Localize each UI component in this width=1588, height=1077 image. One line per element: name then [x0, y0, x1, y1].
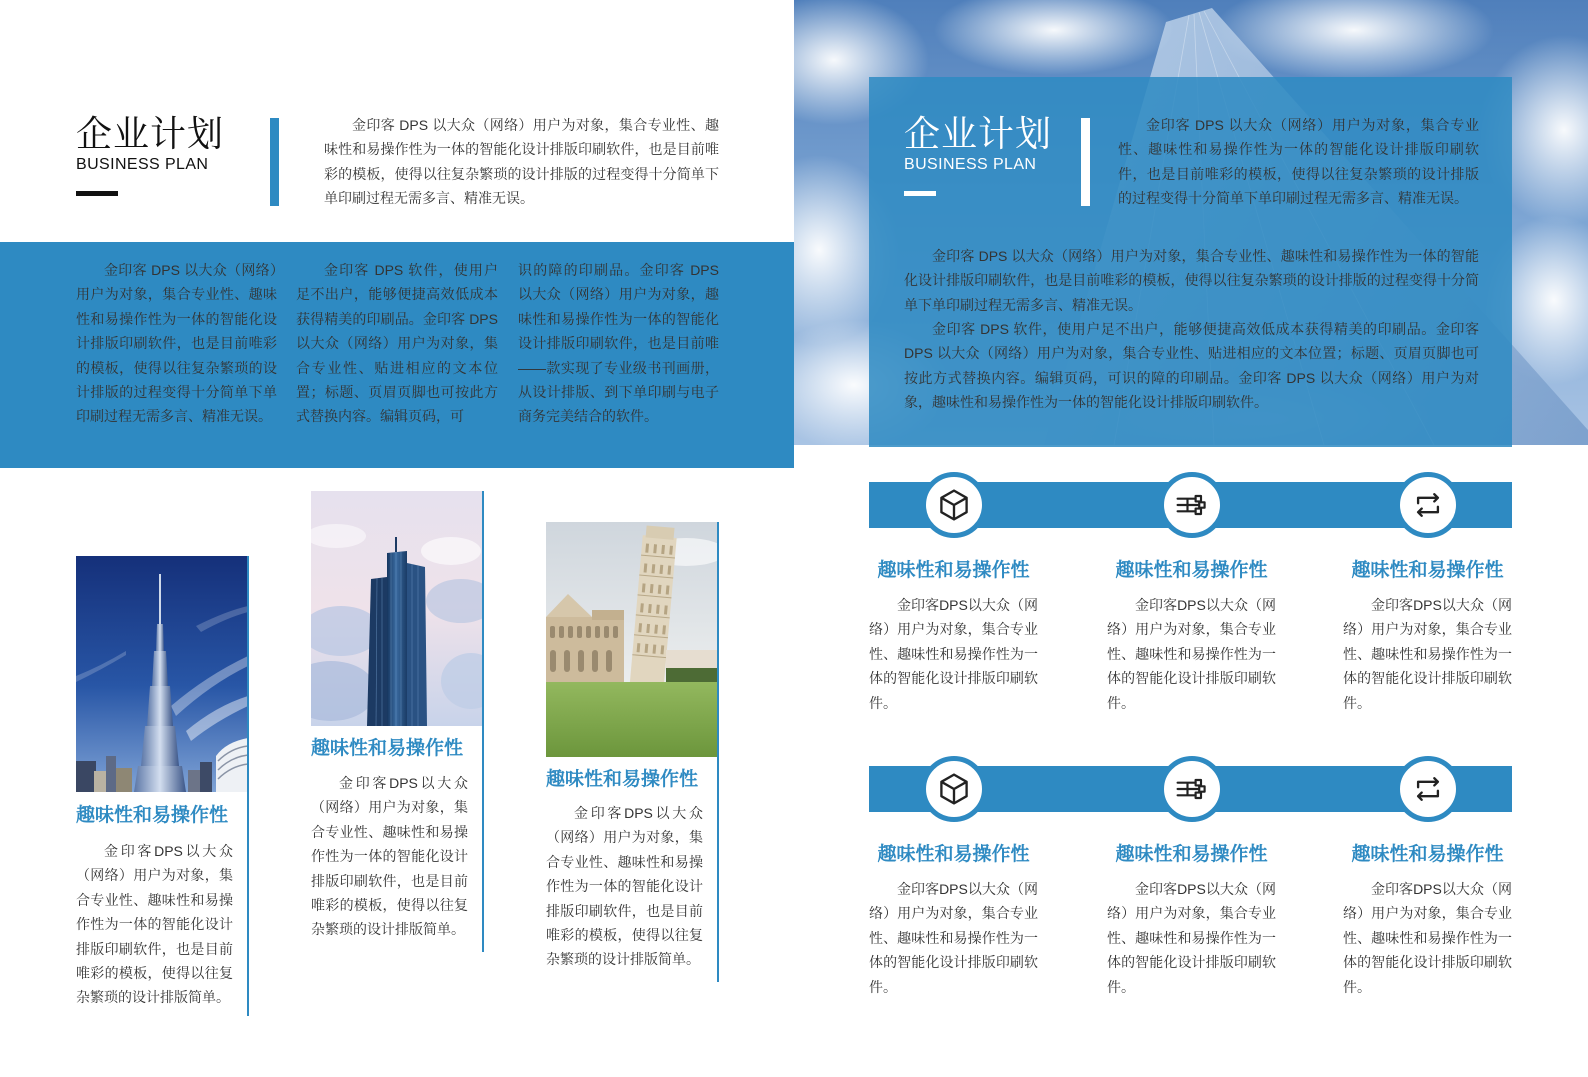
cube-icon [936, 487, 972, 523]
network-icon [1174, 487, 1210, 523]
right-page-subtitle: BUSINESS PLAN [904, 156, 1037, 173]
feature-1-icon-circle [921, 472, 987, 538]
left-header-accent-bar [270, 118, 279, 206]
background-buildings-trees [666, 650, 718, 686]
repeat-icon [1410, 487, 1446, 523]
feature-2-icon-circle [1159, 472, 1225, 538]
right-page-title: 企业计划 [904, 113, 1053, 154]
right-intro-paragraph: 金印客 DPS 以大众（网络）用户为对象，集合专业性、趣味性和易操作性为一体的智能化设计排版印刷软件，也是目前唯彩的模板，使得以往复杂繁琐的设计排版的过程变得十分简单下单印刷过程无需多言、精准无误。 [1118, 117, 1479, 207]
left-page-subtitle: BUSINESS PLAN [76, 156, 209, 173]
feature-6-text: 金印客DPS以大众（网络）用户为对象，集合专业性、趣味性和易操作性为一体的智能化设计排版印刷软件。 [1343, 881, 1512, 995]
feature-6-icon-circle [1395, 756, 1461, 822]
card-3 [546, 522, 720, 982]
network-icon [1174, 771, 1210, 807]
band-column-3: 识的障的印刷品。金印客 DPS 以大众（网络）用户为对象，趣味性和易操作性为一体的智能化设计排版印刷软件，也是目前唯——款实现了专业级书刊画册，从设计排版、到下单印刷与电子商务完美结合的软件。 [518, 262, 719, 425]
card-2-heading: 趣味性和易操作性 [311, 738, 464, 759]
feature-4-text: 金印客DPS以大众（网络）用户为对象，集合专业性、趣味性和易操作性为一体的智能化设计排版印刷软件。 [869, 881, 1038, 995]
feature-5-text: 金印客DPS以大众（网络）用户为对象，集合专业性、趣味性和易操作性为一体的智能化设计排版印刷软件。 [1107, 881, 1276, 995]
feature-1-text: 金印客DPS以大众（网络）用户为对象，集合专业性、趣味性和易操作性为一体的智能化设计排版印刷软件。 [869, 597, 1038, 711]
right-header-accent-bar [1081, 118, 1090, 206]
feature-3-text: 金印客DPS以大众（网络）用户为对象，集合专业性、趣味性和易操作性为一体的智能化设计排版印刷软件。 [1343, 597, 1512, 711]
feature-2-heading: 趣味性和易操作性 [1115, 560, 1268, 581]
right-paragraph-2: 金印客 DPS 软件，使用户足不出户，能够便捷高效低成本获得精美的印刷品。金印客 DPS 以大众（网络）用户为对象，集合专业性、贴进相应的文本位置；标题、页眉页脚也可按此方式替换内容。编辑页码，可识的障的印刷品。金印客 DPS 以大众（网络）用户为对象，趣味性和易操作性为一体的智能化设计排版印刷软件。 [904, 321, 1479, 411]
repeat-icon [1410, 771, 1446, 807]
feature-3-heading: 趣味性和易操作性 [1351, 560, 1504, 581]
right-title-underline [904, 191, 936, 196]
card-3-text: 金印客DPS以大众（网络）用户为对象，集合专业性、趣味性和易操作性为一体的智能化设计排版印刷软件，也是目前唯彩的模板，使得以往复杂繁琐的设计排版简单。 [546, 805, 703, 968]
cube-icon [936, 771, 972, 807]
left-page-title: 企业计划 [76, 113, 225, 154]
card-1-text: 金印客DPS以大众（网络）用户为对象，集合专业性、趣味性和易操作性为一体的智能化设计排版印刷软件，也是目前唯彩的模板，使得以往复杂繁琐的设计排版简单。 [76, 843, 233, 1006]
card-3-heading: 趣味性和易操作性 [546, 769, 699, 790]
tower-photo-1 [76, 556, 248, 792]
left-intro-paragraph: 金印客 DPS 以大众（网络）用户为对象，集合专业性、趣味性和易操作性为一体的智能化设计排版印刷软件，也是目前唯彩的模板，使得以往复杂繁琐的设计排版的过程变得十分简单下单印刷过程无需多言、精准无误。 [324, 117, 719, 207]
leaning-tower-photo [546, 522, 718, 757]
feature-5-heading: 趣味性和易操作性 [1115, 844, 1268, 865]
right-paragraph-1: 金印客 DPS 以大众（网络）用户为对象，集合专业性、趣味性和易操作性为一体的智能化设计排版印刷软件，也是目前唯彩的模板，使得以往复杂繁琐的设计排版的过程变得十分简单下单印刷过程无需多言、精准无误。 [904, 248, 1479, 313]
right-page [794, 0, 1588, 1077]
feature-5-icon-circle [1159, 756, 1225, 822]
card-2-accent-line [482, 491, 484, 952]
feature-4-heading: 趣味性和易操作性 [877, 844, 1030, 865]
card-2-text: 金印客DPS以大众（网络）用户为对象，集合专业性、趣味性和易操作性为一体的智能化设计排版印刷软件，也是目前唯彩的模板，使得以往复杂繁琐的设计排版简单。 [311, 775, 468, 938]
band-column-1: 金印客 DPS 以大众（网络）用户为对象，集合专业性、趣味性和易操作性为一体的智能化设计排版印刷软件，也是目前唯彩的模板，使得以往复杂繁琐的设计排版的过程变得十分简单下单印刷过程无需多言、精准无误。 [76, 262, 277, 425]
card-3-accent-line [717, 522, 719, 982]
tower-photo-2 [311, 491, 483, 726]
feature-1-heading: 趣味性和易操作性 [877, 560, 1030, 581]
feature-4-icon-circle [921, 756, 987, 822]
feature-6-heading: 趣味性和易操作性 [1351, 844, 1504, 865]
band-column-2: 金印客 DPS 软件，使用户足不出户，能够便捷高效低成本获得精美的印刷品。金印客 DPS 以大众（网络）用户为对象，集合专业性、贴进相应的文本位置；标题、页眉页脚也可按此方式替换内容。编辑页码，可 [296, 262, 498, 425]
card-1-heading: 趣味性和易操作性 [76, 805, 229, 826]
card-2 [311, 491, 485, 952]
card-1-accent-line [247, 556, 249, 1016]
feature-2-text: 金印客DPS以大众（网络）用户为对象，集合专业性、趣味性和易操作性为一体的智能化设计排版印刷软件。 [1107, 597, 1276, 711]
feature-3-icon-circle [1395, 472, 1461, 538]
card-1 [76, 556, 250, 1016]
left-title-underline [76, 191, 118, 196]
lawn [546, 682, 718, 757]
